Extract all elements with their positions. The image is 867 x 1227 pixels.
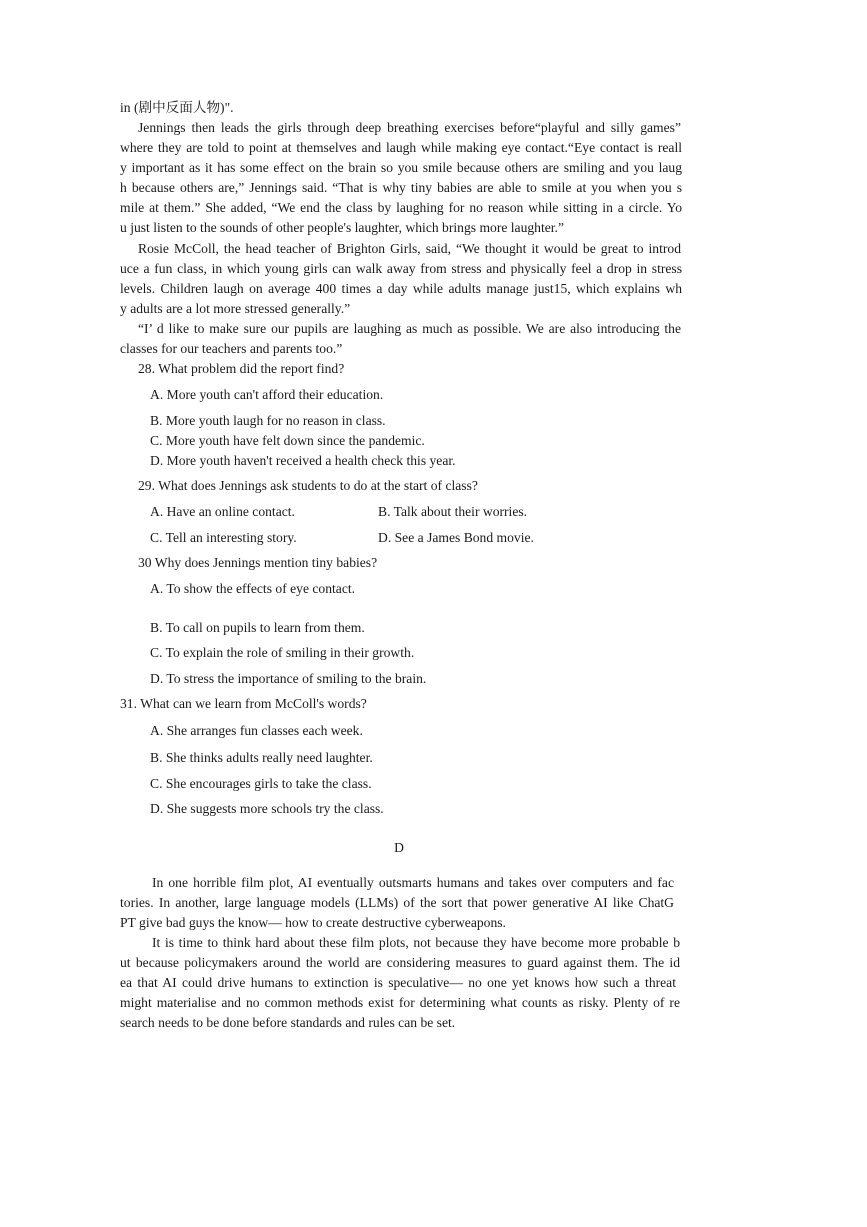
passage-line: It is time to think hard about these film plots, not because they have become more probable b	[152, 935, 680, 950]
option-a: A. More youth can't afford their education.	[150, 387, 384, 402]
passage-line: u just listen to the sounds of other people's laughter, which brings more laughter.”	[120, 220, 564, 235]
passage-line: “I’ d like to make sure our pupils are laughing as much as possible. We are also introducing the	[138, 321, 681, 336]
option-b: B. More youth laugh for no reason in class.	[150, 413, 386, 428]
passage-line: search needs to be done before standards and rules can be set.	[120, 1015, 456, 1030]
question-stem: 28. What problem did the report find?	[138, 361, 345, 376]
passage-line: where they are told to point at themselves and laugh while making eye contact.“Eye contact is reall	[120, 140, 682, 155]
passage-line: uce a fun class, in which young girls can walk away from stress and physically feel a drop in stress	[120, 261, 682, 276]
passage-line: PT give bad guys the know— how to create destructive cyberweapons.	[120, 915, 506, 930]
passage-line: In one horrible film plot, AI eventually outsmarts humans and takes over computers and fac	[152, 875, 674, 890]
passage-line: y adults are a lot more stressed generally.”	[120, 301, 351, 316]
question-stem: 30 Why does Jennings mention tiny babies?	[138, 555, 378, 570]
option-c: C. To explain the role of smiling in their growth.	[150, 645, 415, 660]
passage-line: mile at them.” She added, “We end the class by laughing for no reason while sitting in a circle. Yo	[120, 200, 682, 215]
passage-line: in (剧中反面人物)".	[120, 100, 234, 115]
option-b: B. She thinks adults really need laughter.	[150, 750, 373, 765]
option-a: A. Have an online contact.	[150, 504, 295, 519]
option-d: D. See a James Bond movie.	[378, 530, 534, 545]
passage-line: tories. In another, large language models (LLMs) of the sort that power generative AI like ChatG	[120, 895, 674, 910]
passage-line: classes for our teachers and parents too.”	[120, 341, 343, 356]
option-d: D. To stress the importance of smiling to the brain.	[150, 671, 427, 686]
section-heading: D	[394, 840, 404, 855]
passage-line: levels. Children laugh on average 400 times a day while adults manage just15, which explains wh	[120, 281, 682, 296]
option-c: C. She encourages girls to take the class.	[150, 776, 372, 791]
option-c: C. Tell an interesting story.	[150, 530, 297, 545]
option-c: C. More youth have felt down since the pandemic.	[150, 433, 425, 448]
passage-line: ut because policymakers around the world are considering measures to guard against them. The id	[120, 955, 680, 970]
option-b: B. Talk about their worries.	[378, 504, 528, 519]
option-d: D. More youth haven't received a health check this year.	[150, 453, 456, 468]
option-a: A. She arranges fun classes each week.	[150, 723, 363, 738]
passage-line: Rosie McColl, the head teacher of Brighton Girls, said, “We thought it would be great to introd	[138, 241, 681, 256]
question-stem: 31. What can we learn from McColl's words?	[120, 696, 367, 711]
passage-line: Jennings then leads the girls through deep breathing exercises before“playful and silly games”	[138, 120, 681, 135]
passage-line: ea that AI could drive humans to extinction is speculative— no one yet knows how such a threat	[120, 975, 676, 990]
option-a: A. To show the effects of eye contact.	[150, 581, 356, 596]
question-stem: 29. What does Jennings ask students to do at the start of class?	[138, 478, 478, 493]
option-b: B. To call on pupils to learn from them.	[150, 620, 365, 635]
passage-line: might materialise and no common methods exist for determining what counts as risky. Plenty of re	[120, 995, 680, 1010]
passage-line: h because others are,” Jennings said. “That is why tiny babies are able to smile at you when you s	[120, 180, 682, 195]
option-d: D. She suggests more schools try the class.	[150, 801, 384, 816]
passage-line: y important as it has some effect on the brain so you smile because others are smiling and you laug	[120, 160, 682, 175]
